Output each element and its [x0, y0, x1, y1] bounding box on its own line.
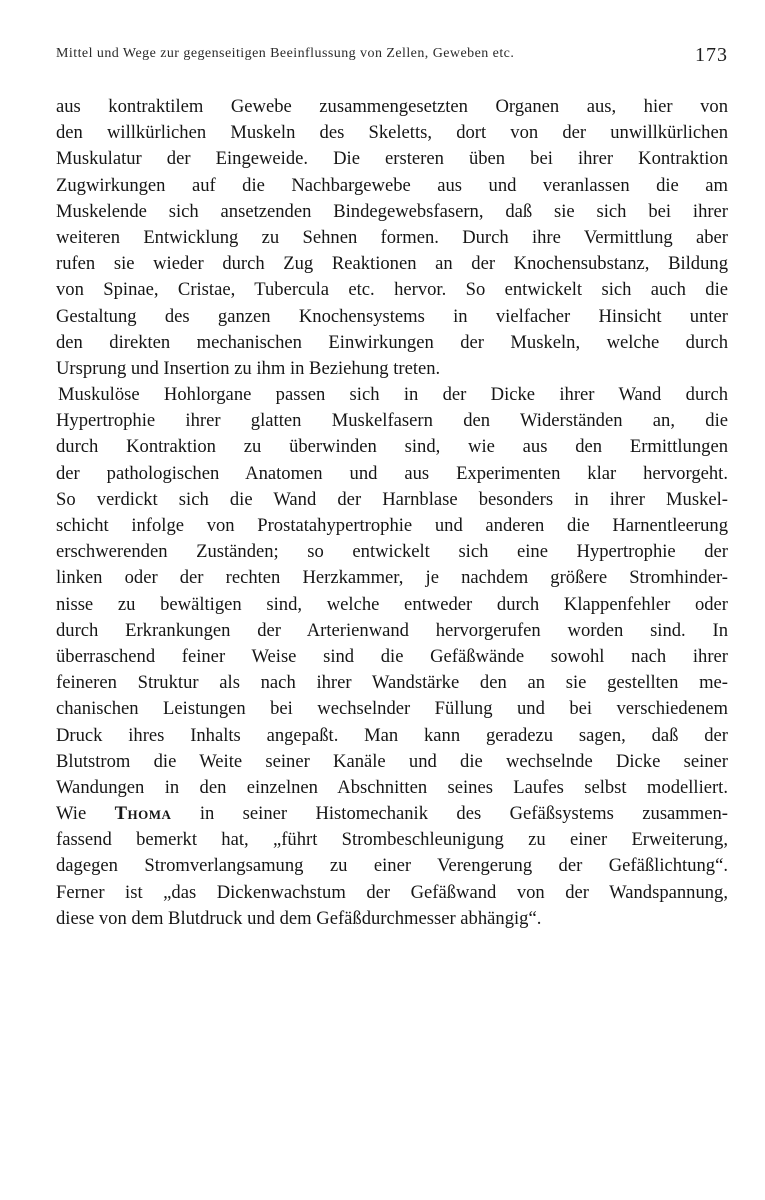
author-name-thoma: Thoma: [114, 803, 172, 825]
text-line: Druck ihres Inhalts angepaßt. Man kann geradezu sagen, daß der: [56, 724, 728, 746]
text-line: diese von dem Blutdruck und dem Gefäßdurchmesser abhängig“.: [56, 907, 542, 929]
text-line: Muskulatur der Eingeweide. Die ersteren üben bei ihrer Kontraktion: [56, 148, 728, 170]
text-line: überraschend feiner Weise sind die Gefäßwände sowohl nach ihrer: [56, 645, 728, 667]
thoma-line-after: in seiner Histomechanik des Gefäßsystems zusammen-: [199, 803, 728, 825]
paragraph-1: [56, 94, 728, 382]
page-number: 173: [695, 44, 728, 66]
text-line: rufen sie wieder durch Zug Reaktionen an der Knochensubstanz, Bildung: [56, 253, 728, 275]
text-line: den willkürlichen Muskeln des Skeletts, dort von der unwillkürlichen: [56, 122, 728, 144]
text-line: fassend bemerkt hat, „führt Strombeschleunigung zu einer Erweiterung,: [56, 829, 728, 851]
text-line: von Spinae, Cristae, Tubercula etc. hervor. So entwickelt sich auch die: [56, 279, 728, 301]
text-line: chanischen Leistungen bei wechselnder Füllung und bei verschiedenem: [56, 698, 728, 720]
text-line: aus kontraktilem Gewebe zusammengesetzten Organen aus, hier von: [56, 96, 728, 117]
text-line: durch Kontraktion zu überwinden sind, wie aus den Ermittlungen: [56, 436, 728, 458]
text-line: schicht infolge von Prostatahypertrophie und anderen die Harnentleerung: [56, 515, 728, 536]
text-line: Muskelende sich ansetzenden Bindegewebsfasern, daß sie sich bei ihrer: [56, 200, 728, 222]
text-line: erschwerenden Zuständen; so entwickelt sich eine Hypertrophie der: [56, 541, 728, 563]
text-line: weiteren Entwicklung zu Sehnen formen. Durch ihre Vermittlung aber: [56, 226, 728, 248]
text-line: feineren Struktur als nach ihrer Wandstärke den an sie gestellten me-: [56, 672, 728, 694]
text-line: Blutstrom die Weite seiner Kanäle und die wechselnde Dicke seiner: [56, 750, 728, 772]
thoma-line-before: Wie: [56, 803, 87, 825]
text-line: Zugwirkungen auf die Nachbargewebe aus und veranlassen die am: [56, 174, 728, 196]
text-line-thoma: [56, 801, 728, 827]
text-line: durch Erkrankungen der Arterienwand hervorgerufen worden sind. In: [56, 619, 728, 641]
running-title: Mittel und Wege zur gegenseitigen Beeinflussung von Zellen, Geweben etc.: [56, 46, 515, 61]
text-line: Wandungen in den einzelnen Abschnitten seines Laufes selbst modelliert.: [56, 776, 728, 798]
text-line: Gestaltung des ganzen Knochensystems in vielfacher Hinsicht unter: [56, 305, 728, 327]
body-text: [56, 94, 728, 932]
text-line: nisse zu bewältigen sind, welche entweder durch Klappenfehler oder: [56, 593, 728, 615]
running-head: [56, 46, 726, 74]
text-line: Ursprung und Insertion zu ihm in Beziehung treten.: [56, 357, 441, 379]
text-line: linken oder der rechten Herzkammer, je nachdem größere Stromhinder-: [56, 567, 728, 589]
paragraph-2: [56, 382, 728, 932]
text-line: Hypertrophie ihrer glatten Muskelfasern den Widerständen an, die: [56, 410, 728, 432]
text-line: So verdickt sich die Wand der Harnblase besonders in ihrer Muskel-: [56, 488, 728, 510]
text-line: den direkten mechanischen Einwirkungen der Muskeln, welche durch: [56, 331, 728, 353]
text-line: dagegen Stromverlangsamung zu einer Verengerung der Gefäßlichtung“.: [56, 855, 728, 877]
text-line: der pathologischen Anatomen und aus Experimenten klar hervorgeht.: [56, 462, 728, 484]
text-line: Muskulöse Hohlorgane passen sich in der Dicke ihrer Wand durch: [58, 384, 728, 406]
text-line: Ferner ist „das Dickenwachstum der Gefäßwand von der Wandspannung,: [56, 881, 728, 903]
